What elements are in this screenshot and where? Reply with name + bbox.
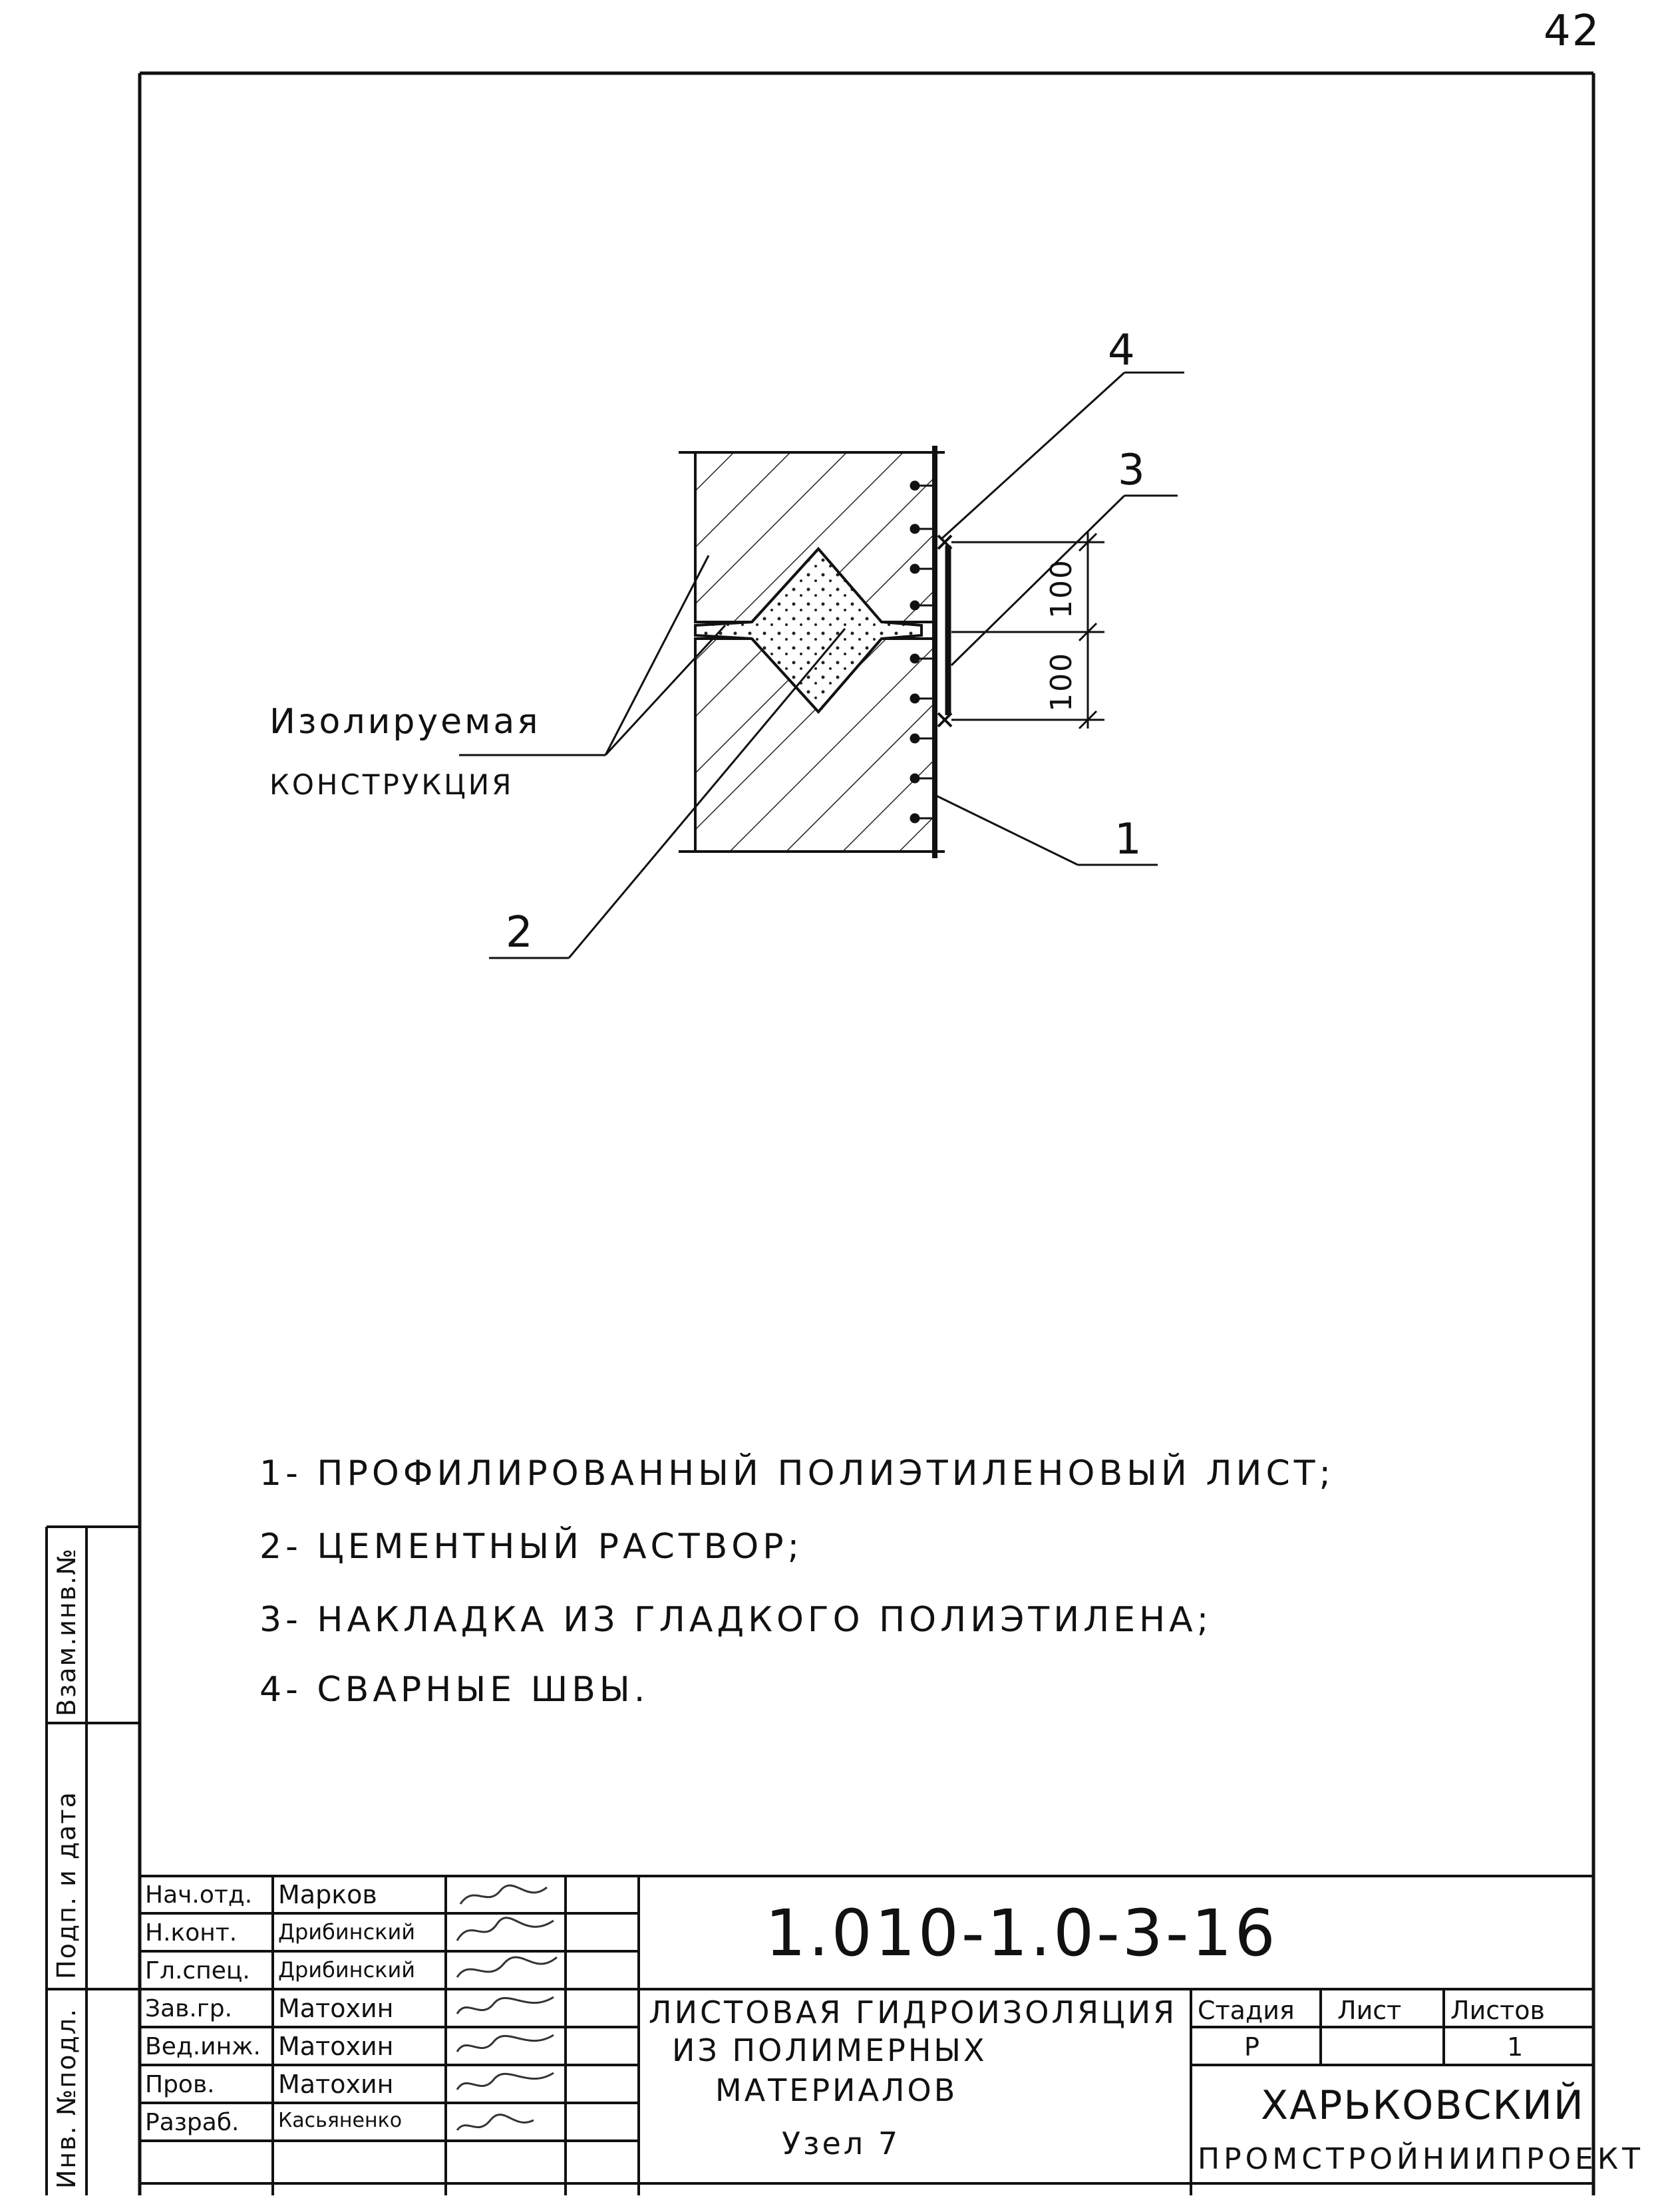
sheets-header: Листов [1450, 1996, 1545, 2025]
tb-name-4: Матохин [278, 1994, 394, 2023]
dimension-upper: 100 [1045, 559, 1079, 619]
tb-name-7: Касьяненко [278, 2109, 403, 2132]
tb-role-5: Вед.инж. [145, 2033, 261, 2060]
document-code: 1.010-1.0-3-16 [765, 1896, 1278, 1971]
callout-1: 1 [1114, 815, 1143, 864]
tb-name-6: Матохин [278, 2070, 394, 2099]
tb-name-3: Дрибинский [278, 1957, 416, 1982]
side-stamp-vzam-inv: Взам.инв.№ [52, 1547, 81, 1716]
isolated-construction-label-1: Изолируемая [269, 702, 541, 742]
drawing-title-3: МАТЕРИАЛОВ [715, 2072, 958, 2108]
note-1: 1- ПРОФИЛИРОВАННЫЙ ПОЛИЭТИЛЕНОВЫЙ ЛИСТ; [259, 1454, 1335, 1494]
signatures [447, 1877, 564, 2183]
drawing-title-1: ЛИСТОВАЯ ГИДРОИЗОЛЯЦИЯ [649, 1994, 1178, 2030]
tb-role-6: Пров. [145, 2071, 215, 2098]
tb-name-2: Дрибинский [278, 1919, 416, 1945]
note-3: 3- НАКЛАДКА ИЗ ГЛАДКОГО ПОЛИЭТИЛЕНА; [259, 1600, 1213, 1640]
callout-3: 3 [1118, 446, 1146, 495]
tb-name-5: Матохин [278, 2032, 394, 2061]
tb-role-4: Зав.гр. [145, 1995, 233, 2022]
sheet-header: Лист [1337, 1996, 1402, 2025]
isolated-construction-label-2: КОНСТРУКЦИЯ [269, 768, 514, 801]
dimension-lower: 100 [1045, 652, 1079, 712]
tb-role-1: Нач.отд. [145, 1881, 253, 1909]
tb-name-1: Марков [278, 1880, 377, 1909]
organization-line-1: ХАРЬКОВСКИЙ [1261, 2082, 1585, 2129]
stage-header: Стадия [1198, 1996, 1295, 2025]
callout-2: 2 [506, 908, 534, 957]
callout-4: 4 [1108, 326, 1136, 375]
side-stamp-inv-podl: Инв. №подл. [52, 2007, 81, 2189]
note-2: 2- ЦЕМЕНТНЫЙ РАСТВОР; [259, 1527, 804, 1567]
dimension-lines [951, 532, 1104, 728]
sheets-value: 1 [1507, 2032, 1524, 2062]
tb-role-7: Разраб. [145, 2109, 240, 2136]
stage-value: Р [1244, 2032, 1259, 2062]
tb-role-3: Гл.спец. [145, 1957, 250, 1984]
drawing-title-4: Узел 7 [782, 2126, 901, 2161]
drawing-title-2: ИЗ ПОЛИМЕРНЫХ [672, 2032, 987, 2068]
tb-role-2: Н.конт. [145, 1919, 238, 1947]
note-4: 4- СВАРНЫЕ ШВЫ. [259, 1670, 649, 1710]
page-number: 42 [1544, 7, 1601, 56]
organization-line-2: ПРОМСТРОЙНИИПРОЕКТ [1198, 2142, 1644, 2176]
side-stamp-podp-data: Подп. и дата [52, 1791, 81, 1979]
